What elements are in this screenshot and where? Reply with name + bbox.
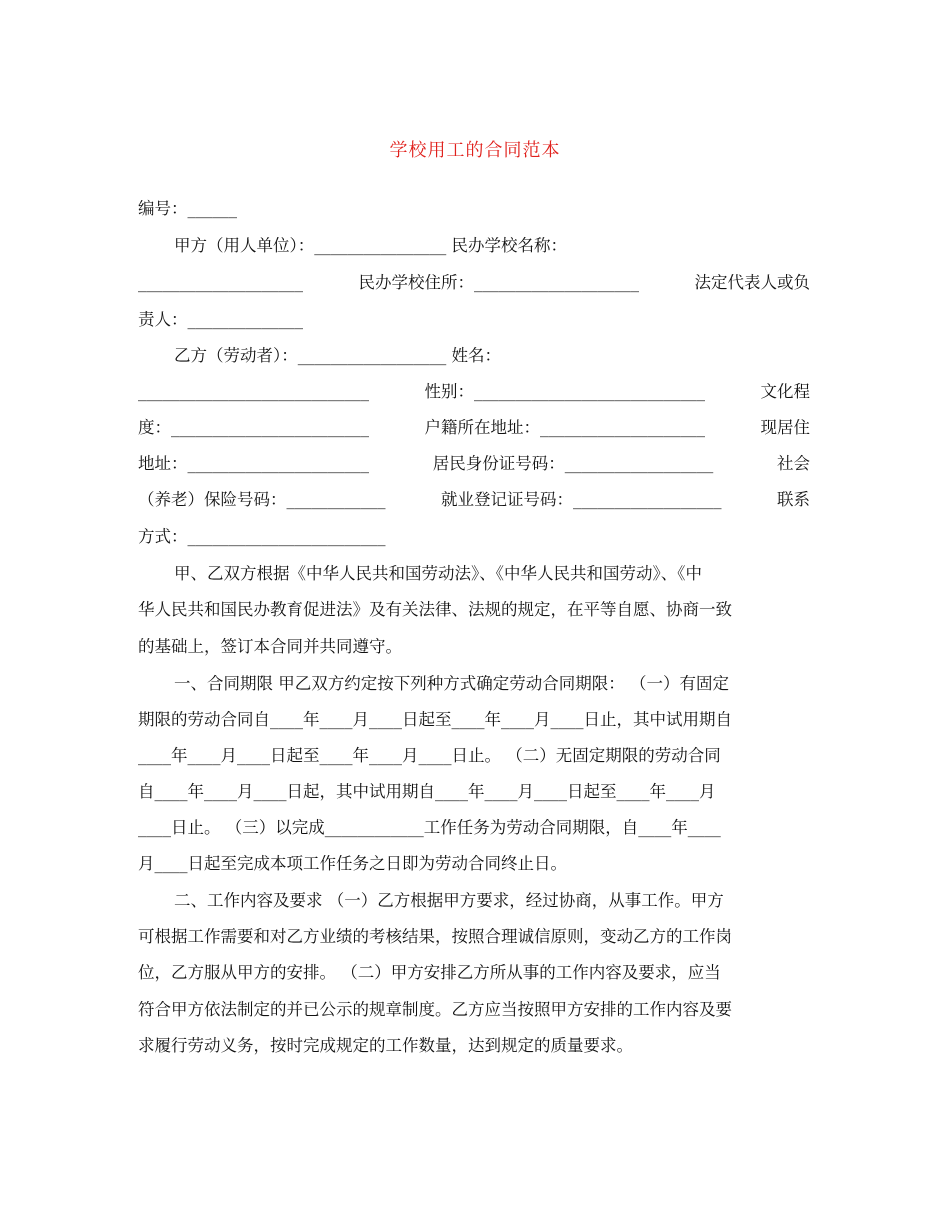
- line-segment: 社会: [777, 454, 810, 473]
- body-line: [138, 635, 810, 659]
- body-line: [138, 852, 810, 876]
- body-line: [138, 961, 810, 985]
- body-line: [138, 197, 810, 221]
- line-segment: 联系: [777, 490, 810, 509]
- line-segment: 度：________________________: [138, 418, 369, 437]
- body-line: [138, 816, 810, 840]
- body-line: [138, 380, 810, 404]
- line-segment: 期限的劳动合同自____年____月____日起至____年____月____日止，其中试用期自: [138, 710, 732, 729]
- body-line: [138, 889, 810, 913]
- line-segment: 现居住: [760, 418, 810, 437]
- line-segment: 位，乙方服从甲方的安排。 （二）甲方安排乙方所从事的工作内容及要求，应当: [138, 963, 721, 982]
- body-line: [138, 562, 810, 586]
- line-segment: 甲方（用人单位）：________________ 民办学校名称：: [174, 236, 567, 255]
- line-segment: ____________________: [138, 273, 303, 292]
- line-segment: ____日止。 （三）以完成____________工作任务为劳动合同期限，自____年____: [138, 818, 721, 837]
- body-line: [138, 925, 810, 949]
- body-line: [138, 452, 810, 476]
- line-segment: 的基础上，签订本合同并共同遵守。: [138, 637, 402, 656]
- line-segment: 可根据工作需要和对乙方业绩的考核结果，按照合理诚信原则，变动乙方的工作岗: [138, 927, 732, 946]
- line-segment: 方式：________________________: [138, 527, 386, 546]
- line-segment: 甲、乙双方根据《中华人民共和国劳动法》、《中华人民共和国劳动》、《中: [174, 564, 702, 583]
- body-line: [138, 998, 810, 1022]
- body-line: [138, 598, 810, 622]
- line-segment: 符合甲方依法制定的并已公示的规章制度。乙方应当按照甲方安排的工作内容及要: [138, 1000, 732, 1019]
- line-segment: 编号：______: [138, 199, 237, 218]
- line-segment: 华人民共和国民办教育促进法》及有关法律、法规的规定，在平等自愿、协商一致: [138, 600, 732, 619]
- body-line: [138, 1034, 810, 1058]
- body-line: [138, 744, 810, 768]
- line-segment: 责人：______________: [138, 310, 303, 329]
- line-segment: （养老）保险号码：____________: [138, 490, 386, 509]
- line-segment: 自____年____月____日起，其中试用期自____年____月____日起至____年____月: [138, 782, 716, 801]
- line-segment: 居民身份证号码：__________________: [432, 454, 714, 473]
- line-segment: 就业登记证号码：__________________: [441, 490, 722, 509]
- body-line: [138, 416, 810, 440]
- line-segment: 乙方（劳动者）：__________________ 姓名：: [174, 346, 501, 365]
- body-line: [138, 780, 810, 804]
- line-segment: 文化程: [760, 382, 810, 401]
- line-segment: 户籍所在地址：____________________: [424, 418, 705, 437]
- line-segment: 二、工作内容及要求 （一）乙方根据甲方要求，经过协商，从事工作。甲方: [174, 891, 724, 910]
- body-line: [138, 344, 810, 368]
- body-line: [138, 488, 810, 512]
- line-segment: 性别：____________________________: [424, 382, 705, 401]
- body-line: [138, 271, 810, 295]
- line-segment: 地址：______________________: [138, 454, 369, 473]
- line-segment: 一、合同期限 甲乙双方约定按下列种方式确定劳动合同期限： （一）有固定: [174, 674, 729, 693]
- body-line: [138, 672, 810, 696]
- body-line: [138, 234, 810, 258]
- line-segment: 法定代表人或负: [694, 273, 810, 292]
- body-line: [138, 308, 810, 332]
- line-segment: ____________________________: [138, 382, 369, 401]
- line-segment: ____年____月____日起至____年____月____日止。 （二）无固定期限的劳动合同: [138, 746, 721, 765]
- line-segment: 月____日起至完成本项工作任务之日即为劳动合同终止日。: [138, 854, 567, 873]
- body-line: [138, 708, 810, 732]
- line-segment: 民办学校住所：____________________: [358, 273, 639, 292]
- line-segment: 求履行劳动义务，按时完成规定的工作数量，达到规定的质量要求。: [138, 1036, 633, 1055]
- document-title: 学校用工的合同范本: [389, 140, 561, 161]
- body-line: [138, 525, 810, 549]
